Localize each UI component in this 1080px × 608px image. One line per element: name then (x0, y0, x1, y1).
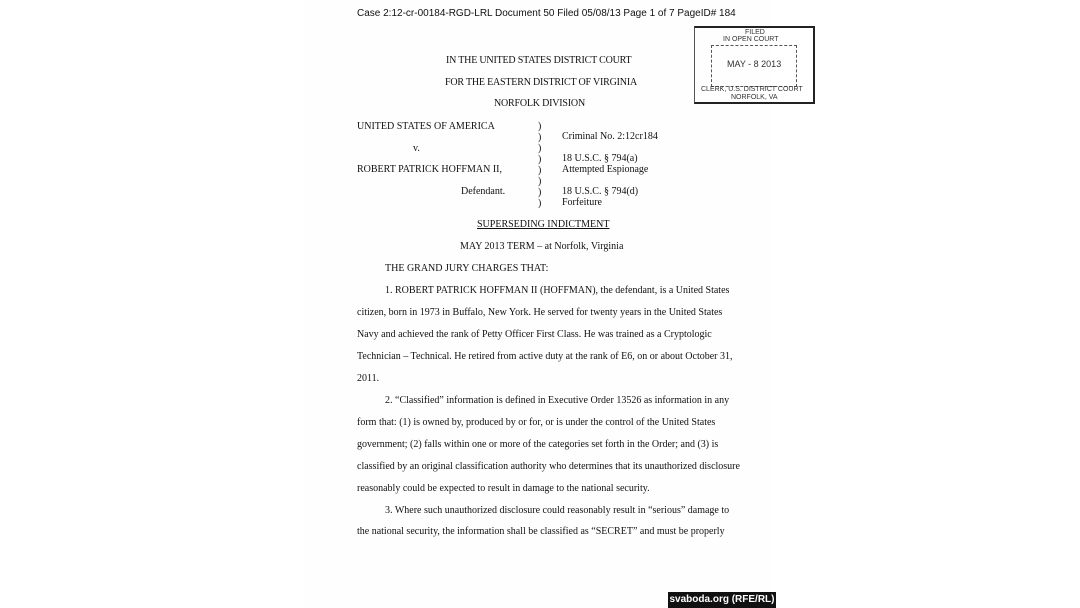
paren: ) (538, 154, 542, 165)
stamp-clerk: CLERK, U.S. DISTRICT COURT (701, 86, 803, 93)
paren: ) (538, 121, 542, 132)
statute-1: 18 U.S.C. § 794(a) (562, 153, 638, 164)
court-line-1: IN THE UNITED STATES DISTRICT COURT (446, 55, 632, 66)
term: MAY 2013 TERM – at Norfolk, Virginia (460, 241, 624, 252)
body-line: reasonably could be expected to result in damage to the national security. (357, 483, 650, 494)
body-line: Technician – Technical. He retired from active duty at the rank of E6, on or about October 31, (357, 351, 733, 362)
stamp-city: NORFOLK, VA (731, 94, 778, 101)
watermark: svaboda.org (RFE/RL) (668, 592, 776, 608)
body-line: 2011. (357, 373, 380, 384)
body-line: government; (2) falls within one or more of the categories set forth in the Order; and (3) is (357, 439, 719, 450)
court-line-2: FOR THE EASTERN DISTRICT OF VIRGINIA (445, 77, 637, 88)
paren: ) (538, 198, 542, 209)
paren: ) (538, 143, 542, 154)
document-title: SUPERSEDING INDICTMENT (477, 219, 610, 230)
body-line: citizen, born in 1973 in Buffalo, New York. He served for twenty years in the United States (357, 307, 723, 318)
body-line: form that: (1) is owned by, produced by or for, or is under the control of the United States (357, 417, 716, 428)
defendant-label: Defendant. (461, 186, 506, 197)
stamp-filed: FILED (745, 29, 765, 36)
paren: ) (538, 132, 542, 143)
filed-stamp (694, 26, 815, 104)
stamp-date: MAY - 8 2013 (727, 59, 782, 69)
body-line: 3. Where such unauthorized disclosure could reasonably result in “serious” damage to (385, 505, 730, 516)
paren: ) (538, 187, 542, 198)
versus: v. (413, 143, 420, 154)
paren: ) (538, 165, 542, 176)
case-header: Case 2:12-cr-00184-RGD-LRL Document 50 Filed 05/08/13 Page 1 of 7 PageID# 184 (357, 8, 736, 19)
body-line: Navy and achieved the rank of Petty Officer First Class. He was trained as a Cryptologic (357, 329, 712, 340)
body-line: 2. “Classified” information is defined in Executive Order 13526 as information in any (385, 395, 730, 406)
criminal-number: Criminal No. 2:12cr184 (562, 131, 658, 142)
court-line-3: NORFOLK DIVISION (494, 98, 585, 109)
body-line: classified by an original classification authority who determines that its unauthorized disclosure (357, 461, 740, 472)
body-line: 1. ROBERT PATRICK HOFFMAN II (HOFFMAN), the defendant, is a United States (385, 285, 730, 296)
plaintiff: UNITED STATES OF AMERICA (357, 121, 495, 132)
paren: ) (538, 176, 542, 187)
defendant-name: ROBERT PATRICK HOFFMAN II, (357, 164, 502, 175)
stamp-open-court: IN OPEN COURT (723, 36, 779, 43)
body-line: the national security, the information shall be classified as “SECRET” and must be properly (357, 526, 725, 537)
charge-1: Attempted Espionage (562, 164, 649, 175)
intro: THE GRAND JURY CHARGES THAT: (385, 263, 549, 274)
charge-2: Forfeiture (562, 197, 602, 208)
statute-2: 18 U.S.C. § 794(d) (562, 186, 639, 197)
